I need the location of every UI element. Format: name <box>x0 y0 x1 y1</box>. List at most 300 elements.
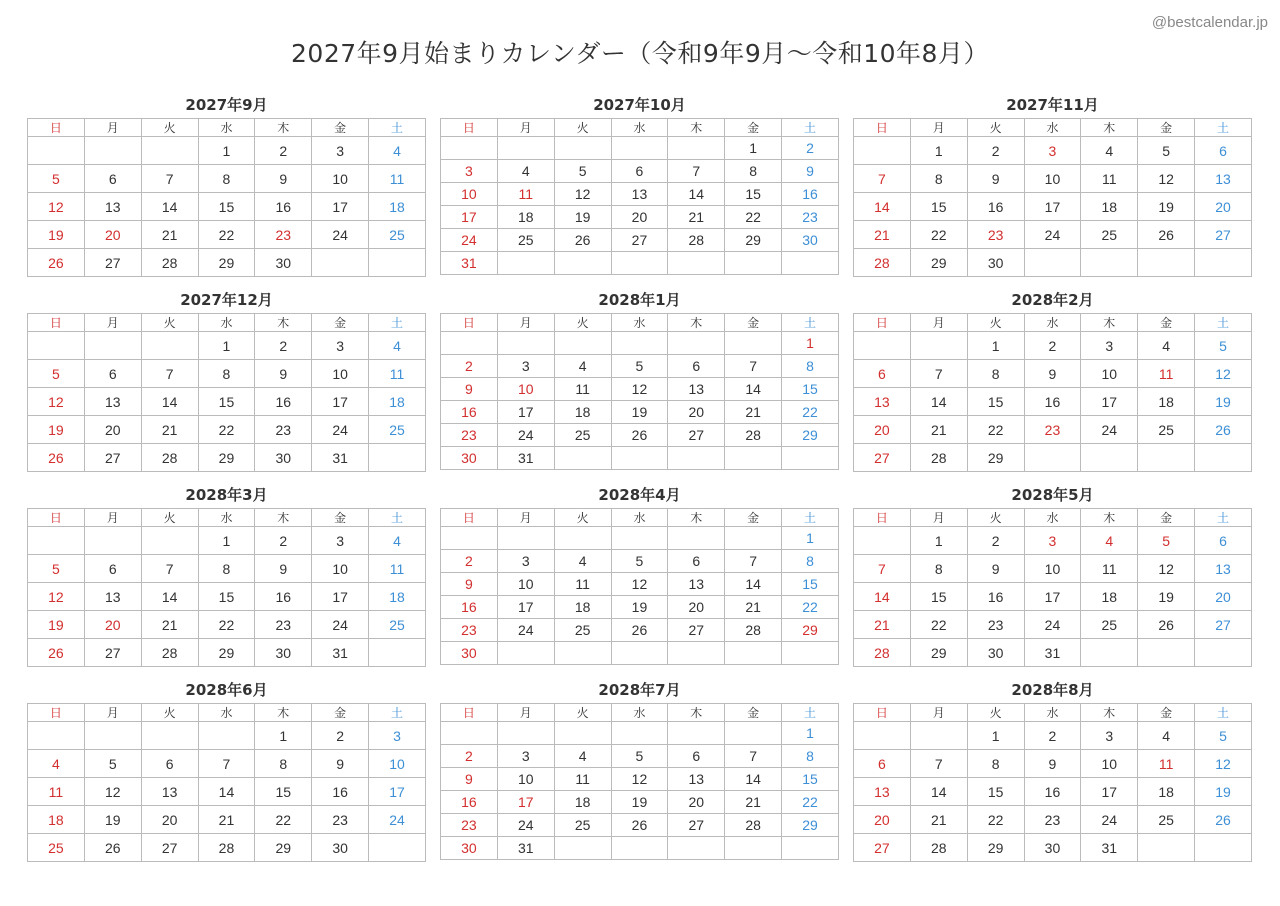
day-cell <box>668 722 725 745</box>
day-cell: 14 <box>668 183 725 206</box>
day-cell: 6 <box>854 360 911 388</box>
weekday-header: 木 <box>255 509 312 527</box>
weekday-header: 日 <box>441 119 498 137</box>
day-cell: 5 <box>1195 332 1252 360</box>
week-row <box>441 424 839 447</box>
day-cell: 27 <box>84 249 141 277</box>
week-row <box>441 837 839 860</box>
weekday-header: 日 <box>28 509 85 527</box>
day-cell: 16 <box>441 401 498 424</box>
day-cell: 1 <box>198 332 255 360</box>
day-cell <box>611 642 668 665</box>
week-row <box>854 722 1252 750</box>
day-cell: 17 <box>369 778 426 806</box>
day-cell: 4 <box>1081 137 1138 165</box>
day-cell: 25 <box>1138 416 1195 444</box>
day-cell: 2 <box>312 722 369 750</box>
weekday-header: 水 <box>1024 704 1081 722</box>
day-cell: 11 <box>554 378 611 401</box>
day-cell: 21 <box>725 401 782 424</box>
week-row <box>854 750 1252 778</box>
calendar-grid <box>27 92 1253 872</box>
day-cell: 12 <box>1138 165 1195 193</box>
day-cell: 20 <box>1195 193 1252 221</box>
day-cell: 29 <box>910 249 967 277</box>
month-title: 2028年4月 <box>598 486 681 504</box>
weekday-header: 土 <box>369 509 426 527</box>
week-row <box>854 137 1252 165</box>
day-cell: 23 <box>441 814 498 837</box>
day-cell <box>668 252 725 275</box>
day-cell <box>28 332 85 360</box>
day-cell: 19 <box>1138 193 1195 221</box>
day-cell <box>1138 444 1195 472</box>
day-cell <box>1081 639 1138 667</box>
day-cell <box>782 642 839 665</box>
day-cell: 8 <box>255 750 312 778</box>
day-cell: 24 <box>1081 416 1138 444</box>
week-row <box>441 378 839 401</box>
day-cell: 13 <box>854 778 911 806</box>
day-cell <box>725 447 782 470</box>
day-cell: 15 <box>782 378 839 401</box>
day-cell: 23 <box>967 221 1024 249</box>
day-cell: 3 <box>1024 137 1081 165</box>
day-cell: 29 <box>255 834 312 862</box>
day-cell: 5 <box>611 745 668 768</box>
weekday-header: 土 <box>782 314 839 332</box>
week-row <box>28 332 426 360</box>
day-cell: 30 <box>255 249 312 277</box>
day-cell: 27 <box>854 834 911 862</box>
day-cell: 17 <box>312 193 369 221</box>
weekday-header: 水 <box>611 704 668 722</box>
day-cell: 21 <box>725 596 782 619</box>
day-cell <box>725 837 782 860</box>
weekday-header: 土 <box>1195 704 1252 722</box>
day-cell: 12 <box>28 583 85 611</box>
day-cell <box>84 722 141 750</box>
day-cell: 2 <box>1024 722 1081 750</box>
day-cell: 22 <box>198 221 255 249</box>
month-calendar <box>853 287 1252 482</box>
day-cell: 15 <box>255 778 312 806</box>
day-cell: 20 <box>1195 583 1252 611</box>
day-cell: 25 <box>554 424 611 447</box>
day-cell <box>611 332 668 355</box>
day-cell: 16 <box>782 183 839 206</box>
day-cell: 25 <box>369 416 426 444</box>
day-cell: 2 <box>967 137 1024 165</box>
day-cell: 21 <box>141 221 198 249</box>
day-cell: 22 <box>198 416 255 444</box>
day-cell <box>782 447 839 470</box>
day-cell: 23 <box>441 424 498 447</box>
day-cell: 12 <box>1195 750 1252 778</box>
weekday-header: 土 <box>1195 314 1252 332</box>
day-cell: 2 <box>255 332 312 360</box>
month-calendar <box>27 287 426 482</box>
day-cell: 20 <box>854 806 911 834</box>
weekday-header: 木 <box>255 314 312 332</box>
weekday-header: 日 <box>441 704 498 722</box>
month-title: 2028年7月 <box>598 681 681 699</box>
day-cell: 13 <box>668 768 725 791</box>
week-row <box>28 583 426 611</box>
day-cell: 11 <box>1081 555 1138 583</box>
day-cell: 3 <box>497 355 554 378</box>
day-cell: 26 <box>611 619 668 642</box>
day-cell: 9 <box>441 378 498 401</box>
day-cell: 22 <box>255 806 312 834</box>
day-cell <box>611 837 668 860</box>
day-cell: 5 <box>611 355 668 378</box>
day-cell: 9 <box>255 360 312 388</box>
day-cell: 27 <box>854 444 911 472</box>
month-title: 2028年5月 <box>1011 486 1094 504</box>
weekday-header: 月 <box>84 119 141 137</box>
day-cell <box>369 444 426 472</box>
weekday-header: 木 <box>668 314 725 332</box>
day-cell: 24 <box>497 424 554 447</box>
month-calendar <box>440 677 839 872</box>
day-cell: 16 <box>255 583 312 611</box>
day-cell: 21 <box>854 221 911 249</box>
day-cell: 13 <box>84 193 141 221</box>
day-cell: 14 <box>141 583 198 611</box>
day-cell: 16 <box>1024 388 1081 416</box>
day-cell: 29 <box>198 639 255 667</box>
day-cell: 19 <box>28 416 85 444</box>
day-cell: 4 <box>554 550 611 573</box>
day-cell: 11 <box>28 778 85 806</box>
day-cell <box>668 837 725 860</box>
day-cell: 28 <box>854 249 911 277</box>
day-cell <box>854 332 911 360</box>
weekday-header: 日 <box>441 509 498 527</box>
day-cell: 7 <box>198 750 255 778</box>
day-cell <box>725 722 782 745</box>
day-cell: 30 <box>255 639 312 667</box>
week-row <box>28 249 426 277</box>
day-cell: 13 <box>1195 165 1252 193</box>
weekday-header: 金 <box>312 509 369 527</box>
day-cell: 20 <box>854 416 911 444</box>
week-row <box>441 596 839 619</box>
day-cell <box>1138 249 1195 277</box>
day-cell: 2 <box>782 137 839 160</box>
day-cell: 23 <box>312 806 369 834</box>
day-cell: 29 <box>782 424 839 447</box>
day-cell: 26 <box>1138 611 1195 639</box>
day-cell: 22 <box>910 611 967 639</box>
month-calendar <box>440 287 839 482</box>
weekday-header: 火 <box>967 704 1024 722</box>
month-title: 2027年12月 <box>180 291 273 309</box>
day-cell: 21 <box>910 806 967 834</box>
weekday-header: 火 <box>554 119 611 137</box>
day-cell: 29 <box>198 444 255 472</box>
day-cell: 3 <box>1081 332 1138 360</box>
day-cell: 7 <box>141 555 198 583</box>
month-table <box>27 118 426 277</box>
week-row <box>28 778 426 806</box>
day-cell <box>854 722 911 750</box>
day-cell <box>441 527 498 550</box>
day-cell <box>441 137 498 160</box>
day-cell: 15 <box>198 193 255 221</box>
day-cell <box>28 527 85 555</box>
day-cell: 27 <box>668 814 725 837</box>
day-cell <box>554 642 611 665</box>
day-cell: 26 <box>1195 416 1252 444</box>
day-cell: 5 <box>611 550 668 573</box>
day-cell: 17 <box>1024 193 1081 221</box>
day-cell: 27 <box>84 444 141 472</box>
day-cell <box>1138 834 1195 862</box>
day-cell: 4 <box>369 137 426 165</box>
day-cell: 12 <box>611 378 668 401</box>
day-cell: 6 <box>668 550 725 573</box>
day-cell: 7 <box>910 360 967 388</box>
day-cell: 25 <box>497 229 554 252</box>
day-cell: 12 <box>1195 360 1252 388</box>
day-cell <box>854 137 911 165</box>
day-cell <box>668 332 725 355</box>
day-cell: 8 <box>198 555 255 583</box>
day-cell: 9 <box>967 165 1024 193</box>
weekday-header: 日 <box>854 314 911 332</box>
week-row <box>28 221 426 249</box>
day-cell: 11 <box>1081 165 1138 193</box>
day-cell: 18 <box>1081 583 1138 611</box>
day-cell: 11 <box>369 165 426 193</box>
day-cell: 13 <box>1195 555 1252 583</box>
weekday-header: 火 <box>141 119 198 137</box>
day-cell: 30 <box>967 249 1024 277</box>
day-cell: 14 <box>141 193 198 221</box>
day-cell: 24 <box>1081 806 1138 834</box>
day-cell: 11 <box>497 183 554 206</box>
day-cell: 26 <box>84 834 141 862</box>
month-table <box>853 118 1252 277</box>
weekday-header: 月 <box>910 119 967 137</box>
day-cell: 15 <box>782 768 839 791</box>
day-cell: 7 <box>141 165 198 193</box>
day-cell: 14 <box>141 388 198 416</box>
day-cell: 1 <box>782 332 839 355</box>
day-cell: 15 <box>198 388 255 416</box>
day-cell: 21 <box>668 206 725 229</box>
day-cell: 19 <box>1195 388 1252 416</box>
week-row <box>854 416 1252 444</box>
day-cell: 9 <box>441 768 498 791</box>
day-cell: 7 <box>141 360 198 388</box>
day-cell: 28 <box>141 639 198 667</box>
day-cell: 26 <box>28 444 85 472</box>
day-cell: 8 <box>782 550 839 573</box>
day-cell: 4 <box>1138 332 1195 360</box>
day-cell: 19 <box>1138 583 1195 611</box>
site-label: @bestcalendar.jp <box>1151 14 1268 31</box>
day-cell: 5 <box>1195 722 1252 750</box>
day-cell <box>84 527 141 555</box>
week-row <box>854 555 1252 583</box>
week-row <box>854 221 1252 249</box>
day-cell: 10 <box>312 165 369 193</box>
day-cell: 9 <box>1024 750 1081 778</box>
weekday-header: 水 <box>198 509 255 527</box>
day-cell: 17 <box>1081 388 1138 416</box>
day-cell <box>668 137 725 160</box>
day-cell: 5 <box>28 360 85 388</box>
week-row <box>441 791 839 814</box>
day-cell: 29 <box>782 619 839 642</box>
month-calendar <box>27 482 426 677</box>
day-cell: 4 <box>28 750 85 778</box>
day-cell: 9 <box>967 555 1024 583</box>
day-cell: 3 <box>369 722 426 750</box>
day-cell: 5 <box>84 750 141 778</box>
day-cell: 8 <box>910 555 967 583</box>
day-cell: 28 <box>141 444 198 472</box>
week-row <box>441 160 839 183</box>
day-cell: 28 <box>141 249 198 277</box>
weekday-header: 土 <box>782 509 839 527</box>
day-cell: 13 <box>854 388 911 416</box>
weekday-header: 月 <box>497 509 554 527</box>
day-cell: 9 <box>441 573 498 596</box>
weekday-header: 日 <box>854 509 911 527</box>
week-row <box>854 332 1252 360</box>
week-row <box>28 750 426 778</box>
weekday-header: 木 <box>1081 314 1138 332</box>
day-cell: 1 <box>910 527 967 555</box>
weekday-header: 木 <box>255 704 312 722</box>
month-title: 2027年11月 <box>1006 96 1099 114</box>
month-table <box>440 118 839 275</box>
day-cell: 30 <box>312 834 369 862</box>
day-cell: 19 <box>1195 778 1252 806</box>
day-cell: 13 <box>668 378 725 401</box>
day-cell <box>141 332 198 360</box>
day-cell: 18 <box>1138 778 1195 806</box>
day-cell: 10 <box>312 555 369 583</box>
week-row <box>854 806 1252 834</box>
day-cell: 5 <box>28 165 85 193</box>
day-cell <box>441 332 498 355</box>
day-cell <box>725 252 782 275</box>
day-cell: 2 <box>255 137 312 165</box>
day-cell: 22 <box>782 791 839 814</box>
day-cell: 30 <box>967 639 1024 667</box>
day-cell: 24 <box>441 229 498 252</box>
week-row <box>441 206 839 229</box>
week-row <box>28 165 426 193</box>
day-cell: 22 <box>910 221 967 249</box>
day-cell: 27 <box>668 424 725 447</box>
weekday-header: 土 <box>1195 509 1252 527</box>
day-cell: 25 <box>28 834 85 862</box>
month-table <box>853 508 1252 667</box>
day-cell: 26 <box>554 229 611 252</box>
weekday-header: 金 <box>1138 509 1195 527</box>
day-cell: 17 <box>497 791 554 814</box>
day-cell <box>1195 639 1252 667</box>
day-cell: 17 <box>1081 778 1138 806</box>
day-cell <box>611 722 668 745</box>
day-cell: 5 <box>554 160 611 183</box>
day-cell: 6 <box>611 160 668 183</box>
day-cell <box>497 252 554 275</box>
day-cell <box>910 722 967 750</box>
day-cell <box>1138 639 1195 667</box>
month-table <box>440 703 839 860</box>
day-cell: 13 <box>141 778 198 806</box>
day-cell: 30 <box>1024 834 1081 862</box>
day-cell <box>668 447 725 470</box>
day-cell: 2 <box>441 550 498 573</box>
day-cell <box>725 527 782 550</box>
day-cell: 22 <box>198 611 255 639</box>
month-title: 2028年6月 <box>185 681 268 699</box>
day-cell: 14 <box>910 388 967 416</box>
day-cell: 24 <box>1024 611 1081 639</box>
day-cell: 9 <box>312 750 369 778</box>
day-cell <box>554 252 611 275</box>
day-cell: 21 <box>141 416 198 444</box>
day-cell: 8 <box>725 160 782 183</box>
day-cell: 29 <box>967 834 1024 862</box>
day-cell: 30 <box>255 444 312 472</box>
day-cell: 23 <box>255 221 312 249</box>
week-row <box>854 360 1252 388</box>
day-cell: 17 <box>312 583 369 611</box>
day-cell <box>497 722 554 745</box>
weekday-header: 木 <box>1081 509 1138 527</box>
weekday-header: 火 <box>554 704 611 722</box>
month-table <box>853 313 1252 472</box>
day-cell: 26 <box>1138 221 1195 249</box>
day-cell: 8 <box>198 360 255 388</box>
month-title: 2027年10月 <box>593 96 686 114</box>
day-cell: 24 <box>312 416 369 444</box>
day-cell: 15 <box>910 583 967 611</box>
day-cell <box>782 252 839 275</box>
day-cell: 1 <box>910 137 967 165</box>
day-cell: 12 <box>84 778 141 806</box>
day-cell: 1 <box>255 722 312 750</box>
day-cell: 21 <box>198 806 255 834</box>
day-cell: 10 <box>312 360 369 388</box>
day-cell: 20 <box>668 791 725 814</box>
day-cell: 20 <box>141 806 198 834</box>
day-cell: 16 <box>441 596 498 619</box>
day-cell: 10 <box>1081 360 1138 388</box>
weekday-header: 金 <box>725 509 782 527</box>
weekday-header: 土 <box>782 704 839 722</box>
week-row <box>854 444 1252 472</box>
day-cell: 21 <box>854 611 911 639</box>
day-cell: 3 <box>312 332 369 360</box>
day-cell: 6 <box>141 750 198 778</box>
weekday-header: 金 <box>1138 119 1195 137</box>
week-row <box>854 611 1252 639</box>
weekday-header: 月 <box>910 704 967 722</box>
month-title: 2028年1月 <box>598 291 681 309</box>
day-cell: 19 <box>611 791 668 814</box>
day-cell: 29 <box>782 814 839 837</box>
